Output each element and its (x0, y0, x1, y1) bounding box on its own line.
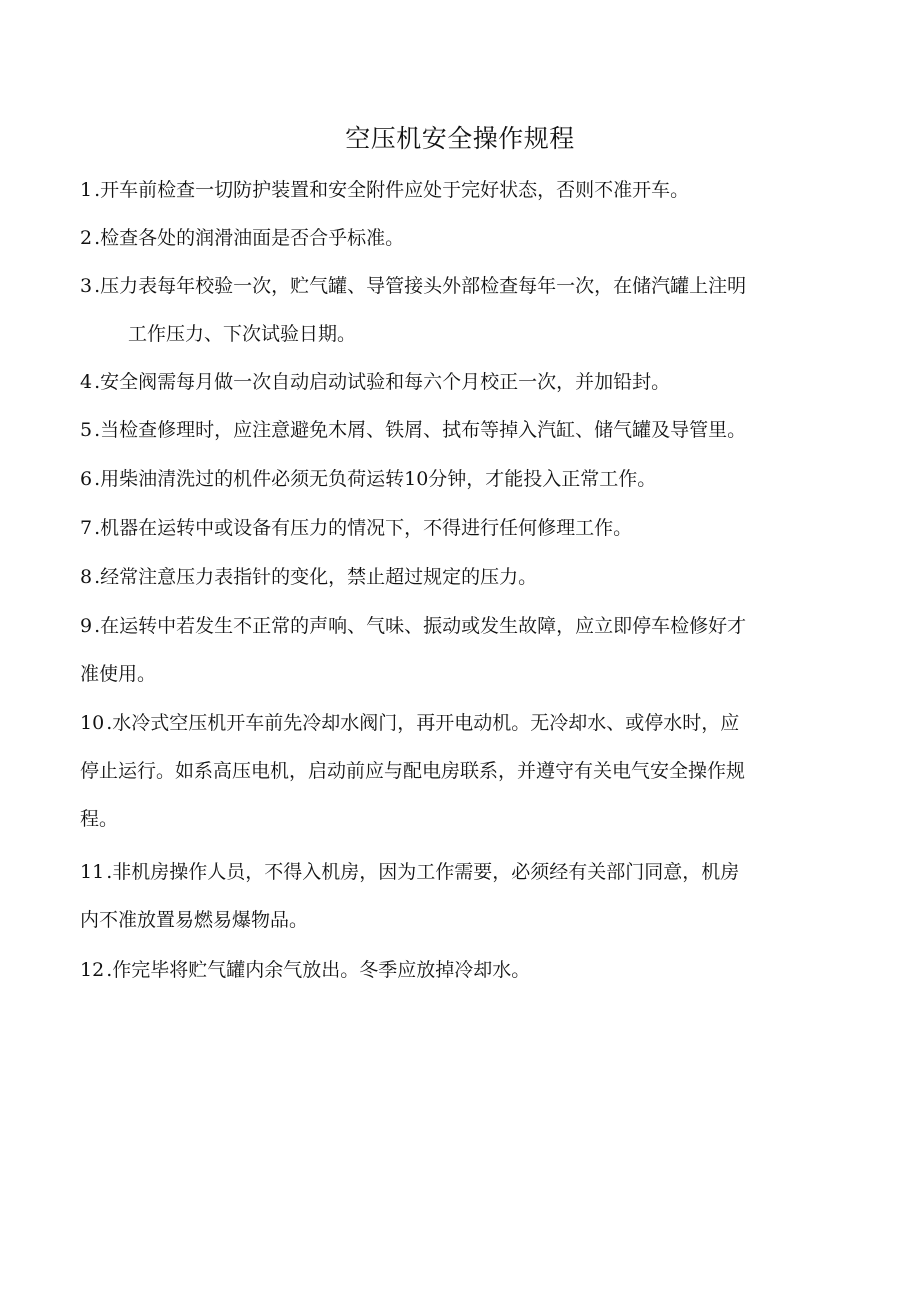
rule-item-12 (80, 946, 860, 994)
rule-item-2 (80, 214, 860, 262)
rule-text: .压力表每年校验一次，贮气罐、导管接头外部检查每年一次，在储汽罐上注明 (94, 275, 747, 297)
rule-line (80, 358, 860, 406)
rule-number: 11 (80, 861, 105, 883)
rule-text-continuation: 停止运行。如系高压电机，启动前应与配电房联系，并遵守有关电气安全操作规 (80, 760, 746, 782)
rule-text: .经常注意压力表指针的变化，禁止超过规定的压力。 (94, 566, 538, 588)
rule-item-10 (80, 699, 860, 843)
rule-item-3 (80, 262, 860, 358)
rule-text: .作完毕将贮气罐内余气放出。冬季应放掉冷却水。 (106, 959, 531, 981)
rule-line (80, 602, 860, 650)
rule-line (80, 262, 860, 310)
rule-item-11 (80, 848, 860, 944)
rule-item-1 (80, 166, 860, 214)
rule-text-continuation: 内不准放置易燃易爆物品。 (80, 909, 309, 931)
rule-number: 8 (80, 566, 93, 588)
rule-text: .机器在运转中或设备有压力的情况下，不得进行任何修理工作。 (94, 517, 633, 539)
rule-number: 10 (80, 712, 105, 734)
document-title: 空压机安全操作规程 (345, 124, 575, 153)
rule-text: .安全阀需每月做一次自动启动试验和每六个月校正一次，并加铅封。 (94, 371, 671, 393)
rule-item-7 (80, 504, 860, 552)
rule-text: .水冷式空压机开车前先冷却水阀门，再开电动机。无冷却水、或停水时，应 (106, 712, 740, 734)
rule-number: 7 (80, 517, 93, 539)
rule-line (80, 848, 860, 896)
rule-text: .开车前检查一切防护装置和安全附件应处于完好状态，否则不准开车。 (94, 179, 690, 201)
rule-text: .在运转中若发生不正常的声响、气味、振动或发生故障，应立即停车检修好才 (94, 615, 747, 637)
rule-line (80, 455, 860, 503)
rule-text: .检查各处的润滑油面是否合乎标准。 (94, 227, 405, 249)
rule-number: 9 (80, 615, 93, 637)
rule-line (80, 946, 860, 994)
rule-item-9 (80, 602, 860, 698)
rule-item-8 (80, 553, 860, 601)
rule-item-6 (80, 455, 860, 503)
rule-line (80, 553, 860, 601)
rule-number: 1 (80, 179, 93, 201)
rule-line (80, 504, 860, 552)
rule-number: 2 (80, 227, 93, 249)
rule-item-5 (80, 406, 860, 454)
rule-line (80, 406, 860, 454)
rule-text: .非机房操作人员，不得入机房，因为工作需要，必须经有关部门同意，机房 (106, 861, 740, 883)
rule-text: .当检查修理时，应注意避免木屑、铁屑、拭布等掉入汽缸、储气罐及导管里。 (94, 419, 747, 441)
rule-line (80, 166, 860, 214)
rule-line (80, 214, 860, 262)
rule-text-continuation: 工作压力、下次试验日期。 (128, 323, 357, 345)
rule-line (80, 699, 860, 747)
rule-number: 4 (80, 371, 93, 393)
rule-number: 6 (80, 468, 93, 490)
rule-text-continuation: 准使用。 (80, 663, 157, 685)
rule-number: 12 (80, 959, 105, 981)
rule-number: 5 (80, 419, 93, 441)
rule-number: 3 (80, 275, 93, 297)
rule-item-4 (80, 358, 860, 406)
rule-text-continuation: 程。 (80, 808, 119, 830)
rule-text: .用柴油清洗过的机件必须无负荷运转10分钟，才能投入正常工作。 (94, 468, 657, 490)
